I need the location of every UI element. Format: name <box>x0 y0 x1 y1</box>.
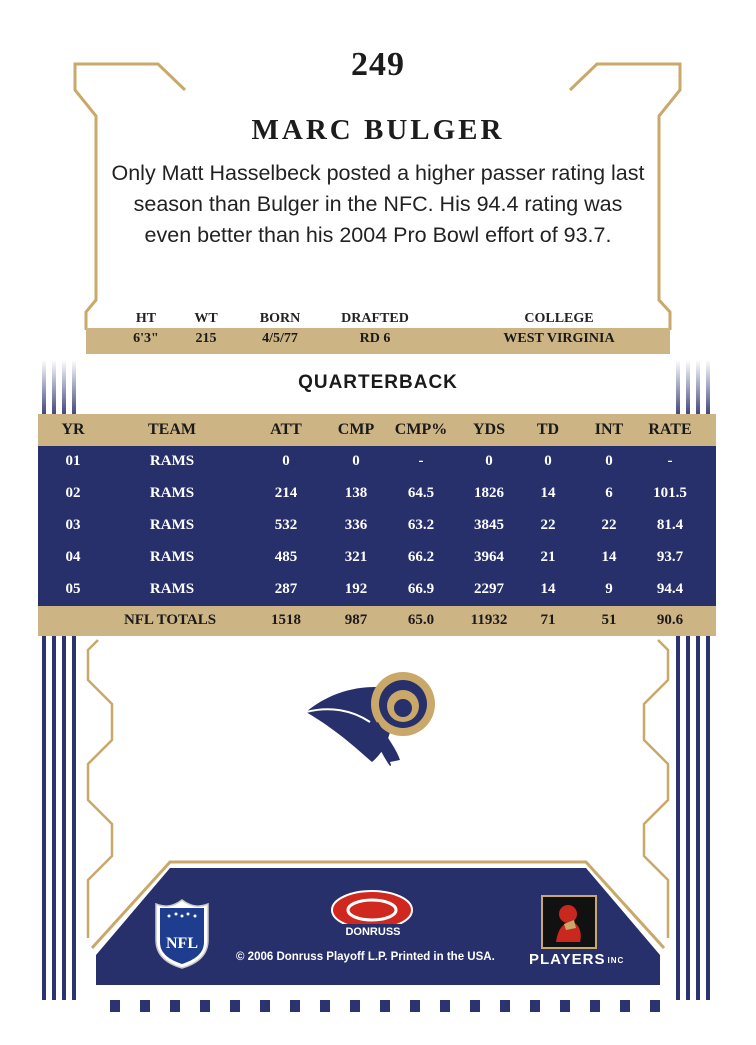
vitals-wt: 215 <box>195 331 217 346</box>
cell-int: 0 <box>605 453 613 469</box>
header-cmp: CMP <box>337 421 375 438</box>
cell-int: 14 <box>601 549 617 565</box>
vitals-college: WEST VIRGINIA <box>503 331 615 346</box>
header-int: INT <box>594 421 624 438</box>
cell-yds: 3964 <box>474 549 504 565</box>
cell-att: 532 <box>274 517 298 533</box>
cell-cmp: 336 <box>344 517 368 533</box>
cell-rate: 93.7 <box>656 549 684 565</box>
table-row <box>38 446 716 478</box>
vitals-drafted: RD 6 <box>359 331 391 346</box>
cell-cmp: 138 <box>344 485 368 501</box>
cell-rate: 94.4 <box>656 581 684 597</box>
header-td: TD <box>536 421 560 438</box>
cell-team: RAMS <box>149 453 195 469</box>
table-row <box>38 574 716 606</box>
stats-header <box>38 414 716 446</box>
cell-yr: 03 <box>65 517 81 533</box>
cell-team: RAMS <box>149 581 195 597</box>
cell-att: 0 <box>282 453 290 469</box>
card-number: 249 <box>351 46 405 83</box>
total-att: 1518 <box>271 612 301 628</box>
stats-table <box>38 414 716 636</box>
cell-yr: 05 <box>65 581 81 597</box>
cell-cmp: 192 <box>344 581 368 597</box>
copyright-text: © 2006 Donruss Playoff L.P. Printed in the USA. <box>236 951 495 963</box>
table-row <box>38 478 716 510</box>
cell-team: RAMS <box>149 549 195 565</box>
cell-yds: 0 <box>485 453 493 469</box>
header-att: ATT <box>270 421 302 438</box>
header-rate: RATE <box>648 421 692 438</box>
header-team: TEAM <box>148 421 196 438</box>
donruss-logo-icon <box>330 888 416 940</box>
vitals-header-wt: WT <box>194 311 218 326</box>
cell-cmp: 321 <box>344 549 368 565</box>
cell-td: 0 <box>544 453 552 469</box>
table-row <box>38 542 716 574</box>
total-int: 51 <box>601 612 617 628</box>
cell-team: RAMS <box>149 517 195 533</box>
cell-yds: 3845 <box>474 517 504 533</box>
total-rate: 90.6 <box>656 612 684 628</box>
cell-td: 14 <box>540 581 556 597</box>
cell-cmp-pct: 66.2 <box>407 549 435 565</box>
player-position: QUARTERBACK <box>298 372 458 393</box>
player-bio: Only Matt Hasselbeck posted a higher passer rating last season than Bulger in the NFC. His 94.4 rating was even better than his 2004 Pro Bowl effort of 93.7. <box>111 161 645 247</box>
players-inc-word: INC <box>607 955 625 965</box>
cell-yr: 01 <box>65 453 81 469</box>
header-cmp-pct: CMP% <box>394 421 448 438</box>
cell-rate: 101.5 <box>653 485 687 501</box>
donruss-logo-text: DONRUSS <box>345 926 401 938</box>
cell-td: 14 <box>540 485 556 501</box>
cell-cmp-pct: 64.5 <box>407 485 435 501</box>
cell-td: 21 <box>540 549 556 565</box>
cell-td: 22 <box>540 517 556 533</box>
cell-att: 485 <box>274 549 298 565</box>
cell-cmp-pct: 63.2 <box>407 517 435 533</box>
totals-row <box>38 606 716 636</box>
cell-int: 22 <box>601 517 617 533</box>
table-row <box>38 510 716 542</box>
cell-team: RAMS <box>149 485 195 501</box>
cell-int: 6 <box>605 485 613 501</box>
cell-yr: 04 <box>65 549 81 565</box>
total-yds: 11932 <box>470 612 508 628</box>
bottom-ticks <box>86 1000 686 1014</box>
cell-cmp-pct: 66.9 <box>407 581 435 597</box>
nfl-shield-icon <box>152 898 212 970</box>
cell-yds: 2297 <box>474 581 504 597</box>
vitals-header-college: COLLEGE <box>524 311 594 326</box>
cell-att: 214 <box>274 485 298 501</box>
cell-yr: 02 <box>65 485 81 501</box>
vitals-born: 4/5/77 <box>262 331 298 346</box>
cell-rate: - <box>667 453 673 469</box>
header-yr: YR <box>61 421 85 438</box>
cell-cmp-pct: - <box>418 453 424 469</box>
player-name: MARC BULGER <box>251 114 505 146</box>
players-inc-text <box>529 951 624 968</box>
cell-yds: 1826 <box>474 485 504 501</box>
nfl-logo-text: NFL <box>166 935 198 952</box>
vitals-values <box>86 328 670 354</box>
vitals-header-ht: HT <box>135 311 157 326</box>
rams-horn-icon <box>300 662 450 772</box>
cell-rate: 81.4 <box>656 517 684 533</box>
vitals-header-drafted: DRAFTED <box>341 311 409 326</box>
cell-att: 287 <box>274 581 298 597</box>
totals-label: NFL TOTALS <box>123 612 217 628</box>
vitals-header-born: BORN <box>259 311 301 326</box>
total-td: 71 <box>540 612 556 628</box>
total-cmp-pct: 65.0 <box>407 612 435 628</box>
stats-body <box>38 446 716 606</box>
header-yds: YDS <box>472 421 505 438</box>
total-cmp: 987 <box>344 612 368 628</box>
vitals-header <box>86 308 670 328</box>
vitals-ht: 6'3" <box>133 331 159 346</box>
players-word: PLAYERS <box>529 951 606 968</box>
cell-int: 9 <box>605 581 613 597</box>
cell-cmp: 0 <box>352 453 360 469</box>
